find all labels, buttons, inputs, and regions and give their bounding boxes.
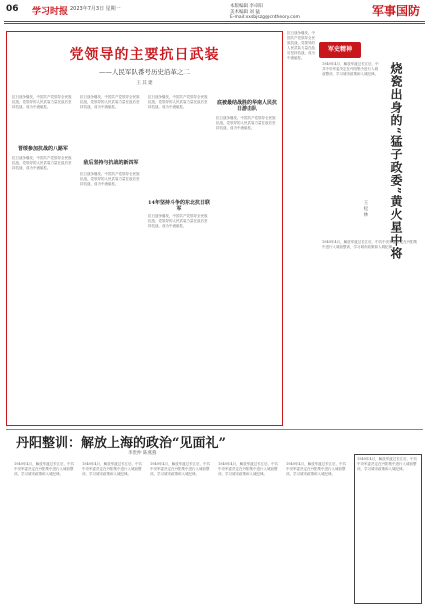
lower-sidebar-box: 1949年4月，解放军渡过长江后，中共中央军委决定在丹阳集中进行入城前整训，学习城市政策和入城纪律。 <box>354 454 422 604</box>
feature-section-head-1: 晋绥参加抗战的八路军 <box>17 146 68 152</box>
editor-info <box>230 4 300 21</box>
lower-body-col3: 1949年4月，解放军渡过长江后，中共中央军委决定在丹阳集中进行入城前整训，学习城市政策和入城纪律。 <box>150 462 211 476</box>
feature-body-col4: 抗日战争爆发，中国共产党领导全民族抗战，党领导的人民武装力量在敌后坚持抗战，成为中流砥柱。 <box>216 116 276 130</box>
lower-article-byline: 李贵仲 陈燕燕 <box>128 451 157 456</box>
sidebar-badge: 军史精神 <box>319 42 361 58</box>
feature-section-head-2: 敌后坚持与抗战的新四军 <box>83 160 139 166</box>
editor-email: E-mail:xxsbjszg@cntheory.com <box>230 15 300 20</box>
paper-logo: 学习时报 <box>32 7 69 17</box>
feature-body-col3-top: 抗日战争爆发，中国共产党领导全民族抗战，党领导的人民武装力量在敌后坚持抗战，成为中流砥柱。 <box>148 95 208 109</box>
issue-date: 2023年7月3日 星期一 <box>70 6 121 12</box>
feature-body-col1: 抗日战争爆发，中国共产党领导全民族抗战，党领导的人民武装力量在敌后坚持抗战，成为中流砥柱。 <box>12 156 72 170</box>
feature-body-col2: 抗日战争爆发，中国共产党领导全民族抗战，党领导的人民武装力量在敌后坚持抗战，成为中流砥柱。 <box>80 172 140 186</box>
feature-byline: 王 其 建 <box>136 81 153 86</box>
header-rule-thin <box>4 23 425 24</box>
lower-article-rule <box>6 429 423 430</box>
feature-title: 党领导的主要抗日武装 <box>69 47 220 63</box>
feature-body-col3: 抗日战争爆发，中国共产党领导全民族抗战，党领导的人民武装力量在敌后坚持抗战，成为中流砥柱。 <box>148 214 208 228</box>
lower-body-col5: 1949年4月，解放军渡过长江后，中共中央军委决定在丹阳集中进行入城前整训，学习城市政策和入城纪律。 <box>286 462 347 476</box>
continuation-text-col: 抗日战争爆发，中国共产党领导全民族抗战，党领导的人民武装力量在敌后坚持抗战，成为中流砥柱。 <box>287 31 315 60</box>
lower-body-col2: 1949年4月，解放军渡过长江后，中共中央军委决定在丹阳集中进行入城前整训，学习城市政策和入城纪律。 <box>82 462 143 476</box>
section-title: 军事国防 <box>372 4 421 18</box>
sidebar-author: 王 松 林 <box>363 200 368 217</box>
editor-line-2: 美术编辑 刘 猛 <box>230 9 260 15</box>
lower-article-title: 丹阳整训：解放上海的政治“见面礼” <box>16 436 226 451</box>
feature-section-head-3: 14年坚持斗争的东北抗日联军 <box>148 200 210 212</box>
feature-body-col1-top: 抗日战争爆发，中国共产党领导全民族抗战，党领导的人民武装力量在敌后坚持抗战，成为中流砥柱。 <box>12 95 72 109</box>
lower-body-col4: 1949年4月，解放军渡过长江后，中共中央军委决定在丹阳集中进行入城前整训，学习城市政策和入城纪律。 <box>218 462 279 476</box>
lower-body-col1: 1949年4月，解放军渡过长江后，中共中央军委决定在丹阳集中进行入城前整训，学习城市政策和入城纪律。 <box>14 462 75 476</box>
sidebar-body-top: 1949年4月，解放军渡过长江后，中共中央军委决定在丹阳集中进行入城前整训，学习城市政策和入城纪律。 <box>322 62 379 76</box>
feature-subtitle: ——人民军队番号历史沿革之二 <box>99 68 190 76</box>
feature-body-col2-top: 抗日战争爆发，中国共产党领导全民族抗战，党领导的人民武装力量在敌后坚持抗战，成为中流砥柱。 <box>80 95 140 109</box>
sidebar-body: 1949年4月，解放军渡过长江后，中共中央军委决定在丹阳集中进行入城前整训，学习城市政策和入城纪律。 <box>322 240 418 249</box>
header-rule <box>4 21 425 22</box>
editor-line-1: 本版编辑 李卓阳 <box>230 4 263 9</box>
page-number: 06 <box>6 4 19 14</box>
sidebar-title: 烧瓷出身的“猛子政委”黄火星中将 <box>389 62 403 260</box>
feature-section-head-4: 底被最结战胜的华南人民抗日游击队 <box>216 100 277 112</box>
